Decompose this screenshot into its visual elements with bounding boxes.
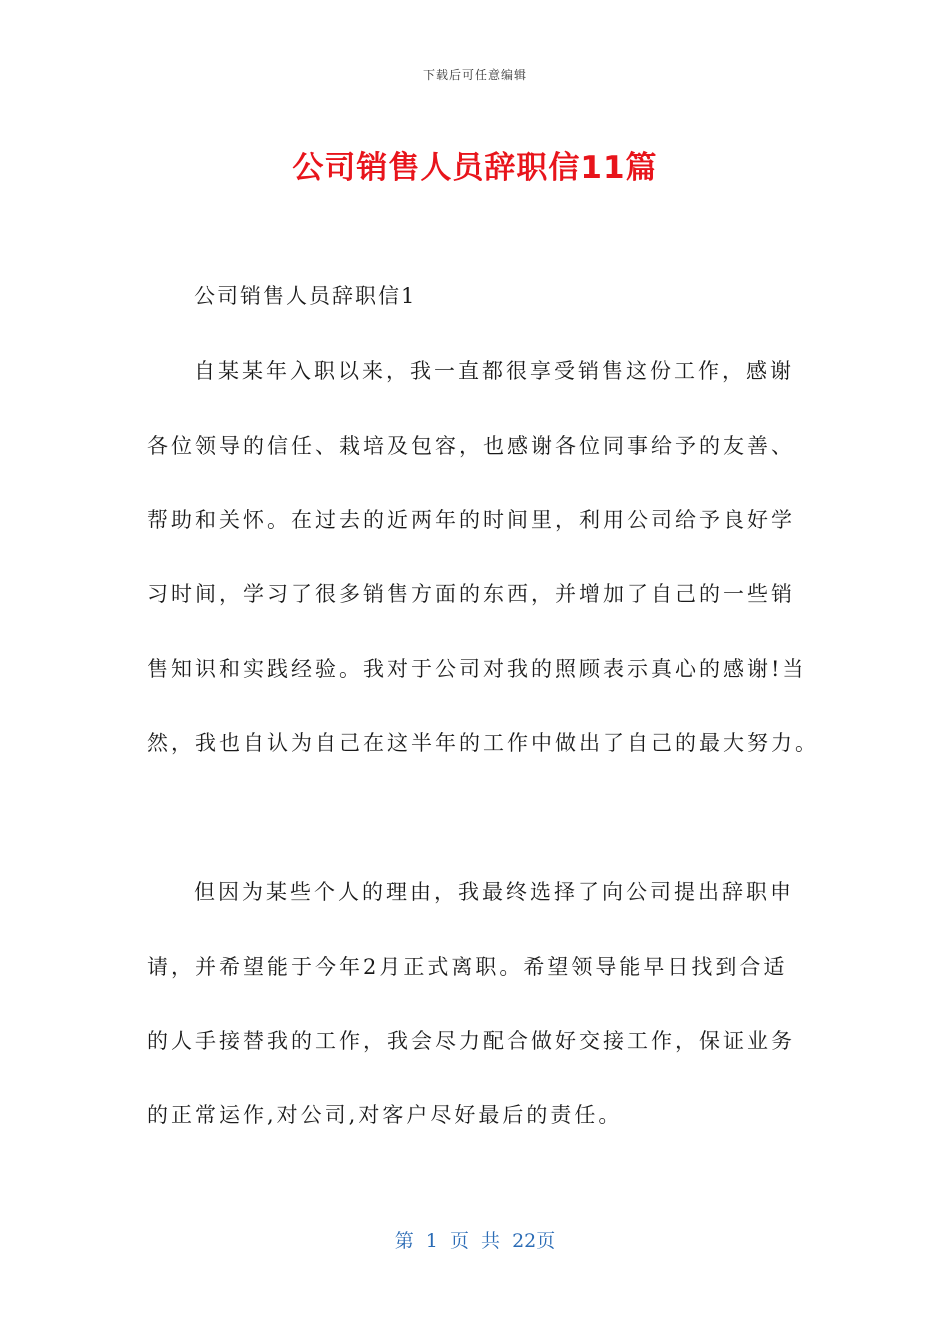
footer-page-unit: 页 [449,1230,469,1252]
footer-total-unit: 页 [536,1230,556,1252]
page-footer [0,1226,950,1253]
document-title: 公司销售人员辞职信11篇 [292,150,658,186]
paragraph-line: 帮助和关怀。在过去的近两年的时间里，利用公司给予良好学 [147,508,795,532]
paragraph-line: 自某某年入职以来，我一直都很享受销售这份工作，感谢 [194,359,794,383]
paragraph-line: 的正常运作,对公司,对客户尽好最后的责任。 [147,1103,623,1127]
footer-prefix: 第 [394,1230,414,1252]
header-note: 下载后可任意编辑 [422,68,527,82]
paragraph-line: 售知识和实践经验。我对于公司对我的照顾表示真心的感谢!当 [147,657,807,681]
paragraph-line: 习时间，学习了很多销售方面的东西，并增加了自己的一些销 [147,582,795,606]
paragraph-line: 但因为某些个人的理由，我最终选择了向公司提出辞职申 [194,880,794,904]
section-heading: 公司销售人员辞职信1 [194,284,417,308]
footer-total-pages: 22 [512,1230,537,1252]
paragraph-line: 然，我也自认为自己在这半年的工作中做出了自己的最大努力。 [147,731,819,755]
footer-total-prefix: 共 [481,1230,501,1252]
paragraph-line: 的人手接替我的工作，我会尽力配合做好交接工作，保证业务 [147,1029,795,1053]
paragraph-line: 各位领导的信任、栽培及包容，也感谢各位同事给予的友善、 [147,434,795,458]
footer-page-number: 1 [425,1230,438,1252]
paragraph-line: 请，并希望能于今年2月正式离职。希望领导能早日找到合适 [147,955,788,979]
